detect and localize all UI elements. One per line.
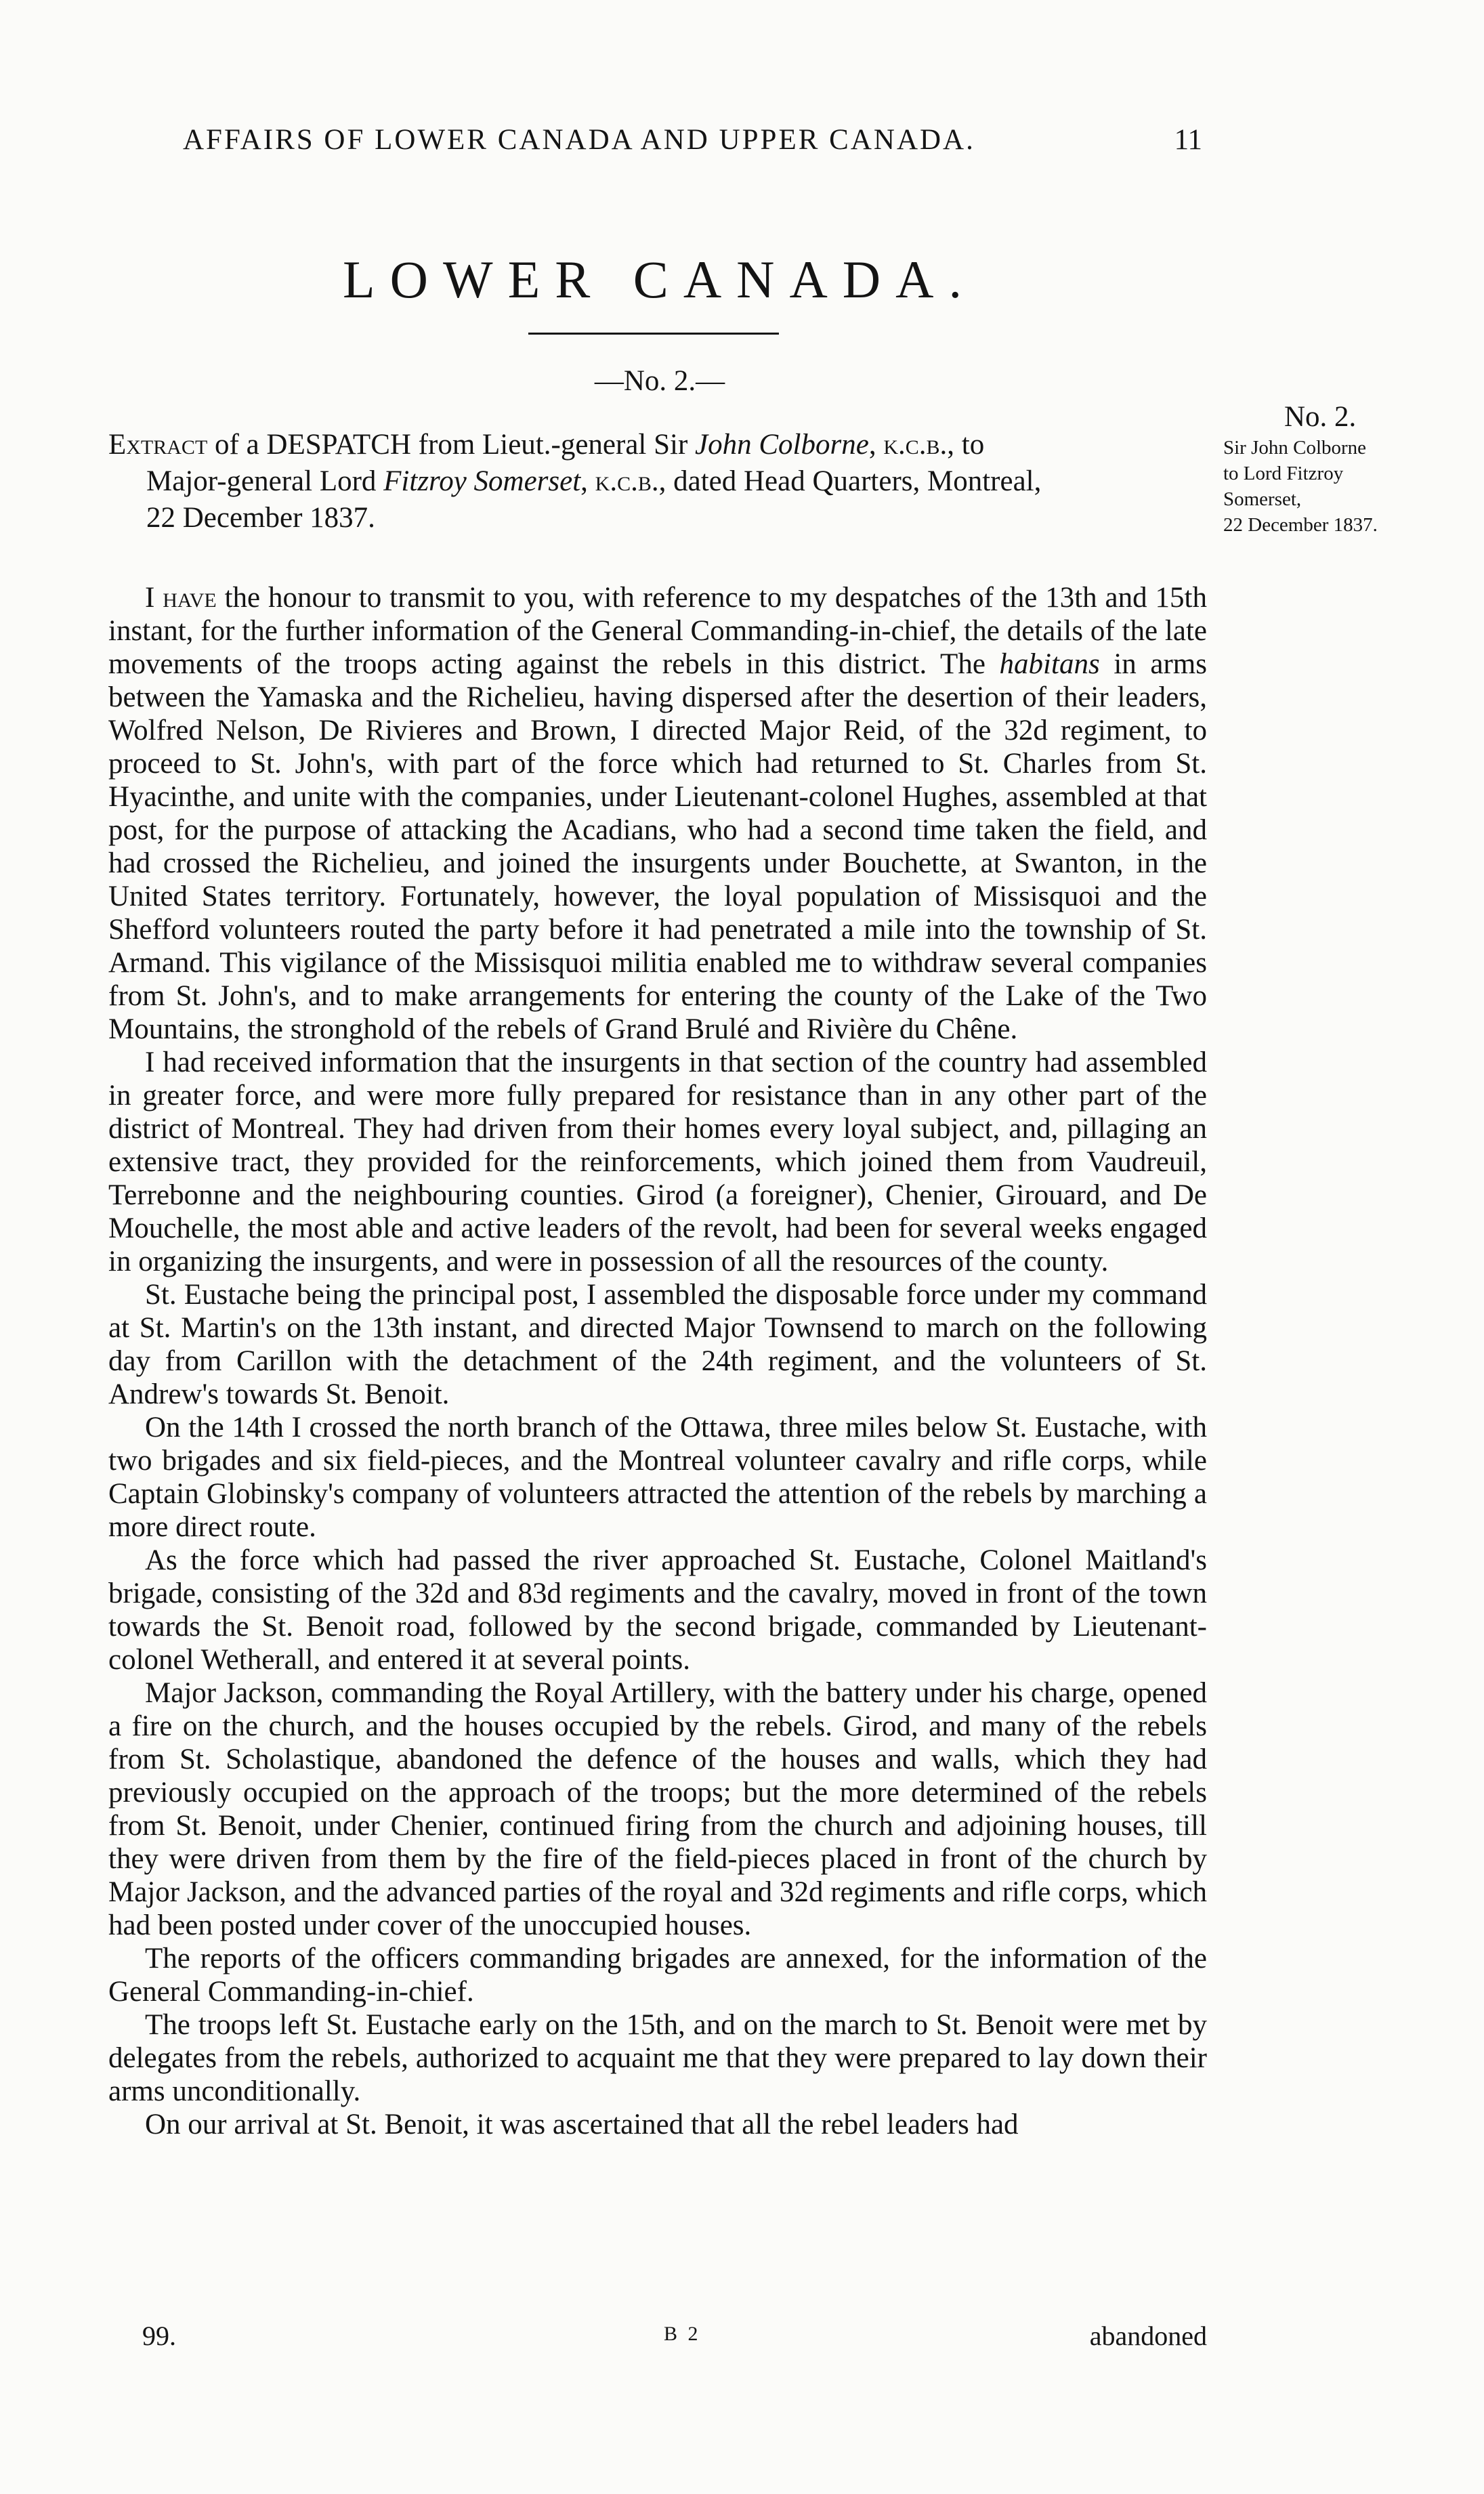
margin-note-line: Somerset, <box>1223 488 1302 510</box>
page-footer <box>142 2320 1207 2361</box>
paragraph: I have the honour to transmit to you, with reference to my despatches of the 13th and 15th instant, for the further information of the General Commanding-in-chief, the details of the late movements of the troops acting against the rebels in this district. The habitans in arms between the Yamaska and the Richelieu, having dispersed after the desertion of their leaders, Wolfred Nelson, De Rivieres and Brown, I directed Major Reid, of the 32d regiment, to proceed to St. John's, with part of the force which had returned to St. Charles from St. Hyacinthe, and unite with the companies, under Lieutenant-colonel Hughes, assembled at that post, for the purpose of attacking the Acadians, who had a second time taken the field, and had crossed the Richelieu, and joined the insurgents under Bouchette, at Swanton, in the United States territory. Fortunately, however, the loyal population of Missisquoi and the Shefford volunteers routed the party before it had penetrated a mile into the township of St. Armand. This vigilance of the Missisquoi militia enabled me to withdraw several companies from St. John's, and to make arrangements for entering the county of the Lake of the Two Mountains, the stronghold of the rebels of Grand Brulé and Rivière du Chêne. <box>108 582 1207 1045</box>
document-number: —No. 2.— <box>594 365 725 397</box>
signature-mark: B 2 <box>664 2323 701 2345</box>
running-head <box>183 123 1202 156</box>
heading-line-2: Major-general Lord Fitzroy Somerset, k.c.b., dated Head Quarters, Montreal, <box>146 465 1042 497</box>
paragraph: The troops left St. Eustache early on the 15th, and on the march to St. Benoit were met by delegates from the rebels, authorized to acquaint me that they were prepared to lay down their arms unconditionally. <box>108 2009 1207 2107</box>
heading-date: 22 December 1837. <box>146 502 375 534</box>
paragraph: As the force which had passed the river approached St. Eustache, Colonel Maitland's brigade, consisting of the 32d and 83d regiments and the cavalry, moved in front of the town towards the St. Benoit road, followed by the second brigade, commanded by Lieutenant-colonel Wetherall, and entered it at several points. <box>108 1544 1207 1676</box>
extract-word: Extract <box>108 429 208 461</box>
paragraph: Major Jackson, commanding the Royal Artillery, with the battery under his charge, opened a fire on the church, and the houses occupied by the rebels. Girod, and many of the rebels from St. Scholastique, abandoned the defence of the houses and walls, which they had previously occupied on the approach of the troops; but the more determined of the rebels from St. Benoit, under Chenier, continued firing from the church and adjoining houses, till they were driven from them by the fire of the field-pieces placed in front of the church by Major Jackson, and the advanced parties of the royal and 32d regiments and rifle corps, which had been posted under cover of the unoccupied houses. <box>108 1677 1207 1941</box>
margin-note-line: 22 December 1837. <box>1223 514 1378 536</box>
despatch-body <box>108 581 1207 2141</box>
paragraph: On our arrival at St. Benoit, it was ascertained that all the rebel leaders had <box>145 2109 1019 2140</box>
running-title: AFFAIRS OF LOWER CANADA AND UPPER CANADA. <box>183 124 975 156</box>
recipient-name: Fitzroy Somerset <box>383 465 581 497</box>
section-title: LOWER CANADA. <box>343 250 977 309</box>
title-rule <box>528 333 779 335</box>
paragraph: On the 14th I crossed the north branch of the Ottawa, three miles below St. Eustache, with two brigades and six field-pieces, and the Montreal volunteer cavalry and rifle corps, while Captain Globinsky's company of volunteers attracted the attention of the rebels by marching a more direct route. <box>108 1412 1207 1543</box>
margin-note-line: to Lord Fitzroy <box>1223 463 1344 484</box>
sender-name: John Colborne <box>695 429 869 461</box>
catchword: abandoned <box>1089 2321 1207 2351</box>
margin-note-line: Sir John Colborne <box>1223 437 1367 459</box>
heading-line-1: Extract of a DESPATCH from Lieut.-general Sir John Colborne, k.c.b., to <box>108 429 985 461</box>
paragraph: St. Eustache being the principal post, I assembled the disposable force under my command at St. Martin's on the 13th instant, and directed Major Townsend to march on the following day from Carillon with the detachment of the 24th regiment, and the volunteers of St. Andrew's towards St. Benoit. <box>108 1279 1207 1410</box>
margin-note-number: No. 2. <box>1284 401 1357 433</box>
footer-number: 99. <box>142 2321 176 2351</box>
paragraph: I had received information that the insurgents in that section of the country had assembled in greater force, and were more fully prepared for resistance than in any other part of the district of Montreal. They had driven from their homes every loyal subject, and, pillaging an extensive tract, they provided for the reinforcements, which joined them from Vaudreuil, Terrebonne and the neighbouring counties. Girod (a foreigner), Chenier, Girouard, and De Mouchelle, the most able and active leaders of the revolt, had been for several weeks engaged in organizing the insurgents, and were in possession of all the resources of the county. <box>108 1047 1207 1277</box>
paragraph: The reports of the officers commanding brigades are annexed, for the information of the General Commanding-in-chief. <box>108 1943 1207 2008</box>
page-number: 11 <box>1174 124 1202 156</box>
despatch-heading <box>108 427 1207 536</box>
margin-note <box>1223 400 1454 538</box>
